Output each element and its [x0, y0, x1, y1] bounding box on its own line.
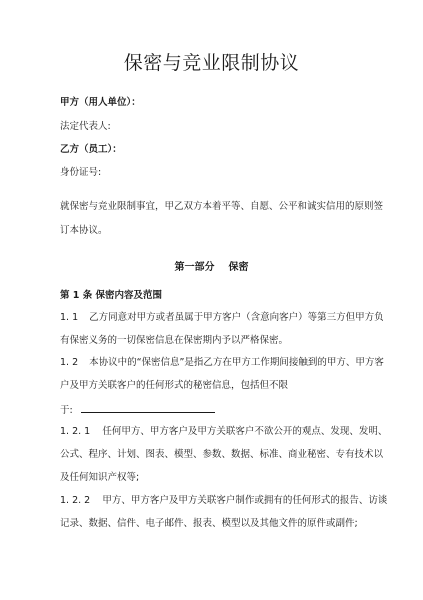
party-a-label: 甲方（用人单位）： [60, 97, 141, 108]
clause-1-2-1-line-2: 公式、程序、计划、图表、模型、参数、数据、标准、商业秘密、专有技术以 [60, 449, 384, 460]
clause-1-2-line-1 [60, 356, 384, 370]
intro-line-2: 订本协议。 [60, 225, 108, 236]
clause-1-1-line-1 [60, 311, 384, 325]
clause-1-2-line-3 [60, 402, 371, 418]
clause-1-1-text-1: 乙方同意对甲方或者虽属于甲方客户（含意向客户）等第三方但甲方负 [89, 312, 384, 323]
clause-1-1-number: 1. 1 [60, 312, 79, 323]
clause-1-2-line-2: 户及甲方关联客户的任何形式的秘密信息，包括但不限 [60, 380, 289, 391]
clause-1-2-number: 1. 2 [60, 357, 79, 368]
clause-1-2-text-3: 于: [60, 405, 73, 416]
clause-1-2-1-line-3: 及任何知识产权等; [60, 472, 140, 483]
article-1-title: 第 1 条 保密内容及范围 [60, 290, 163, 301]
clause-1-2-2-number: 1. 2. 2 [60, 495, 91, 506]
legal-rep-label: 法定代表人: [60, 121, 111, 132]
document-title: 保密与竞业限制协议 [123, 52, 300, 74]
clause-1-2-text-1: 本协议中的“保密信息”是指乙方在甲方工作期间接触到的甲方、甲方客 [89, 357, 384, 368]
part-one-heading [0, 258, 423, 273]
clause-1-2-2-line-2: 记录、数据、信件、电子邮件、报表、模型以及其他文件的原件或副件; [60, 518, 358, 529]
part-one-title: 保密 [228, 262, 249, 273]
clause-1-1-line-2: 有保密义务的一切保密信息在保密期内予以严格保密。 [60, 335, 289, 346]
part-one-number: 第一部分 [174, 262, 215, 273]
id-number-label: 身份证号: [60, 167, 102, 178]
clause-1-2-2-text-1: 甲方、甲方客户及甲方关联客户制作或拥有的任何形式的报告、访谈 [102, 495, 388, 506]
blank-fill-line[interactable] [81, 402, 215, 413]
clause-1-2-1-number: 1. 2. 1 [60, 426, 91, 437]
clause-1-2-1-line-1 [60, 425, 388, 439]
clause-1-2-1-text-1: 任何甲方、甲方客户及甲方关联客户不欲公开的观点、发现、发明、 [102, 426, 388, 437]
intro-line-1: 就保密与竞业限制事宜，甲乙双方本着平等、自愿、公平和诚实信用的原则签 [60, 201, 384, 212]
clause-1-2-2-line-1 [60, 494, 388, 508]
party-b-label: 乙方（员工）： [60, 144, 122, 155]
